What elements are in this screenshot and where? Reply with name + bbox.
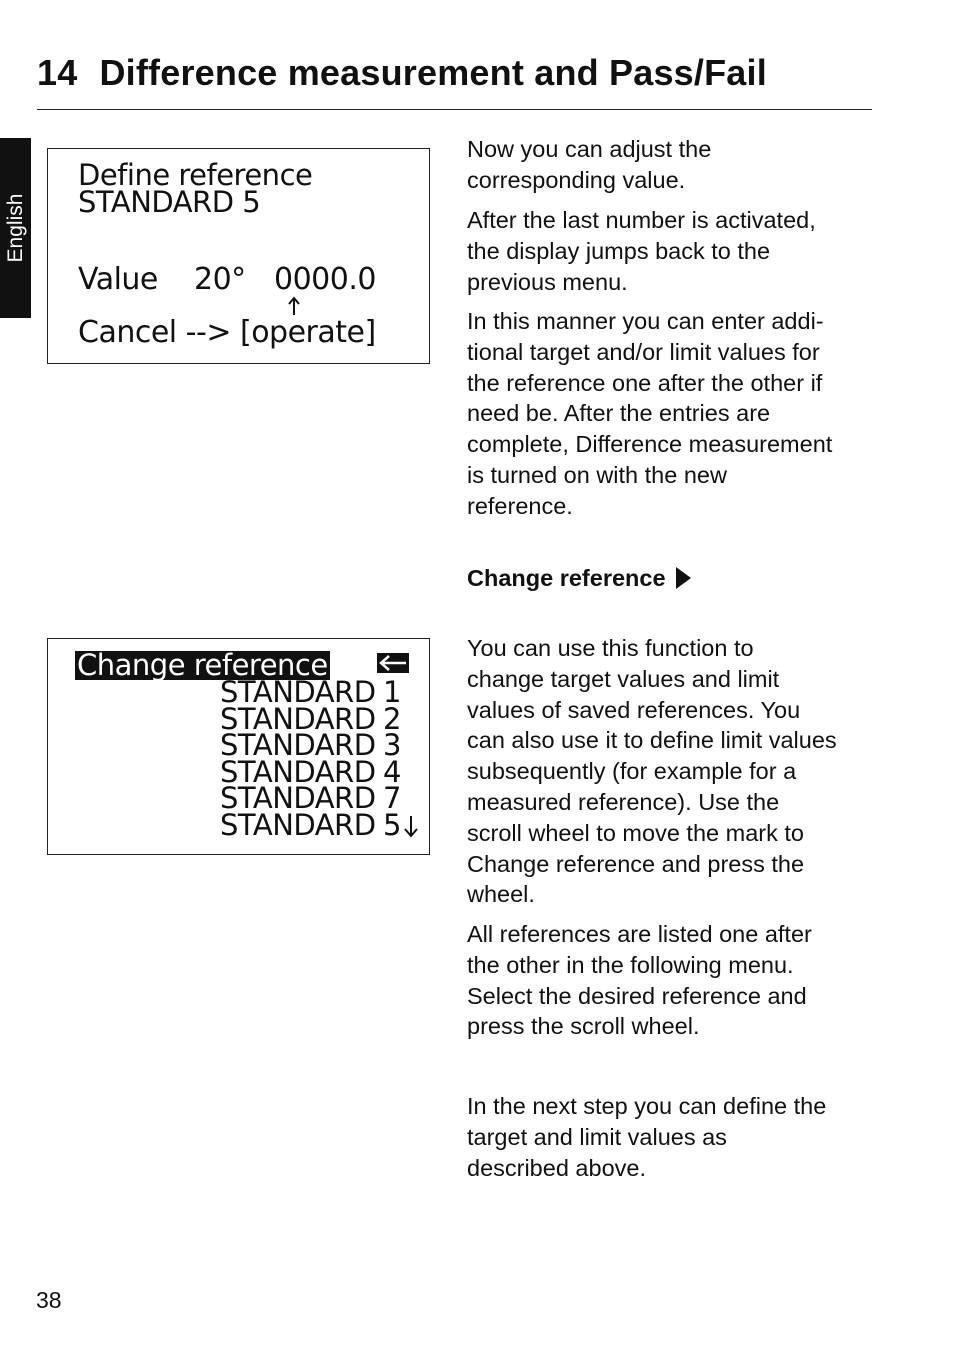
text-line: Select the desired reference and — [467, 982, 807, 1009]
paragraph-additional-values — [467, 306, 877, 522]
chapter-title: Difference measurement and Pass/Fail — [99, 52, 767, 93]
page-number: 38 — [36, 1287, 62, 1313]
up-arrow-icon — [288, 296, 300, 316]
list-item — [48, 781, 429, 815]
value-temperature: 20° — [194, 262, 246, 297]
text-line: press the scroll wheel. — [467, 1013, 700, 1040]
paragraph-adjust-value — [467, 134, 877, 196]
paragraph-last-number — [467, 205, 877, 297]
text-line: the other in the following menu. — [467, 951, 794, 978]
reference-label: STANDARD — [220, 781, 376, 815]
text-line: You can use this function to — [467, 635, 754, 661]
reference-label: STANDARD — [220, 807, 376, 842]
list-item — [48, 728, 429, 762]
list-item — [48, 807, 429, 842]
text-line: wheel. — [467, 881, 535, 908]
heading-rule — [37, 109, 872, 110]
value-label: Value — [78, 262, 158, 297]
language-tab — [0, 138, 31, 318]
language-label: English — [3, 193, 27, 263]
display-change-reference — [47, 638, 430, 855]
reference-number: 7 — [383, 781, 402, 815]
text-line: can also use it to define limit values — [467, 727, 837, 754]
text-line: tional target and/or limit values for — [467, 338, 820, 365]
reference-label: STANDARD — [220, 754, 376, 789]
text-line: the display jumps back to the — [467, 237, 771, 264]
text-line: All references are listed one after — [467, 921, 812, 947]
text-line: In the next step you can define the — [467, 1093, 827, 1119]
text-line: reference. — [467, 492, 573, 519]
text-line: is turned on with the new — [467, 461, 727, 488]
paragraph-next-step — [467, 1091, 877, 1183]
text-line: Change reference and press the — [467, 850, 805, 877]
text-line: Now you can adjust the — [467, 136, 712, 162]
left-arrow-icon — [377, 653, 409, 673]
text-line: change target values and limit — [467, 665, 780, 692]
reference-number: 2 — [383, 701, 402, 736]
text-line: complete, Difference measurement — [467, 431, 833, 458]
text-line: previous menu. — [467, 268, 628, 295]
reference-label: STANDARD — [220, 701, 376, 736]
reference-label: STANDARD — [220, 728, 376, 762]
text-line: values of saved references. You — [467, 696, 801, 723]
display-define-reference — [47, 148, 430, 364]
back-arrow-box — [377, 653, 409, 673]
reference-number: 1 — [383, 675, 402, 709]
subheading-text: Change reference — [467, 565, 666, 591]
text-line: need be. After the entries are — [467, 400, 771, 427]
text-line: After the last number is activated, — [467, 207, 816, 233]
text-line: In this manner you can enter addi- — [467, 308, 824, 334]
reference-label: STANDARD — [220, 675, 376, 709]
down-arrow-icon — [404, 814, 418, 838]
cancel-line: Cancel --> [operate] — [78, 315, 376, 350]
paragraph-function-description — [467, 633, 877, 910]
text-line: subsequently (for example for a — [467, 758, 797, 785]
chapter-number: 14 — [37, 52, 78, 93]
text-line: measured reference). Use the — [467, 788, 780, 815]
text-line: target and limit values as — [467, 1123, 727, 1150]
display-reference-name: STANDARD 5 — [78, 185, 261, 219]
paragraph-references-listed — [467, 919, 877, 1042]
list-item — [48, 675, 429, 709]
reference-number: 5 — [383, 807, 402, 842]
subheading-change-reference — [467, 563, 691, 593]
text-line: scroll wheel to move the mark to — [467, 819, 804, 846]
chapter-heading — [37, 52, 767, 94]
reference-number: 3 — [383, 728, 402, 762]
text-line: described above. — [467, 1154, 646, 1181]
menu-highlight-change-reference: Change reference — [77, 648, 328, 682]
reference-number: 4 — [383, 754, 402, 789]
right-triangle-icon — [676, 567, 691, 589]
reference-list — [48, 675, 429, 842]
text-line: the reference one after the other if — [467, 369, 823, 396]
value-number: 0000.0 — [274, 262, 376, 297]
display-title: Define reference — [78, 158, 313, 192]
text-line: corresponding value. — [467, 166, 686, 193]
